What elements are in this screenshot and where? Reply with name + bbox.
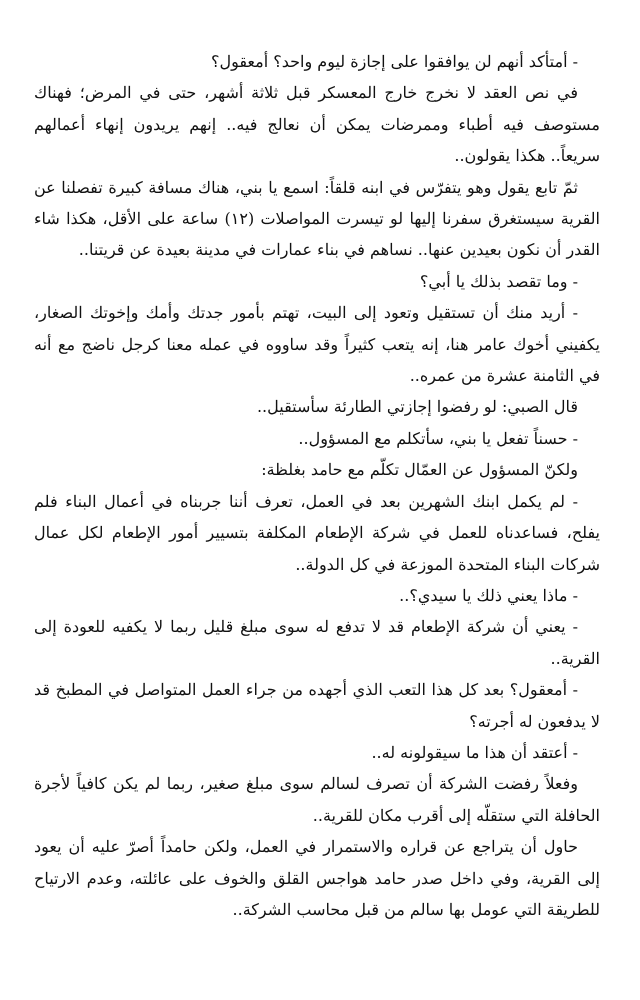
paragraph: - أمتأكد أنهم لن يوافقوا على إجازة ليوم واحد؟ أمعقول؟ [210, 52, 578, 71]
paragraph: - ماذا يعني ذلك يا سيدي؟.. [399, 585, 578, 605]
paragraph: ولكنّ المسؤول عن العمّال تكلّم مع حامد بغلظة: [261, 460, 578, 480]
paragraph: - أريد منك أن تستقيل وتعود إلى البيت، تهتم بأمور جدتك وأمك وإخوتك الصغار، يكفيني أخوك عامر هنا، إنه يتعب كثيراً وقد ساووه في عمله معنا كرجل ناضج مع أنه في الثامنة عشرة من عمره.. [34, 303, 600, 386]
paragraph: - أمعقول؟ بعد كل هذا التعب الذي أجهده من جراء العمل المتواصل في المطبخ قد لا يدفعون له أجرته؟ [34, 680, 600, 731]
paragraph: وفعلاً رفضت الشركة أن تصرف لسالم سوى مبلغ صغير، ربما لم يكن كافياً لأجرة الحافلة التي ستقلّه إلى أقرب مكان للقرية.. [34, 774, 600, 825]
paragraph: في نص العقد لا نخرج خارج المعسكر قبل ثلاثة أشهر، حتى في المرض؛ فهناك مستوصف فيه أطباء وممرضات يمكن أن نعالج فيه.. إنهم يريدون إنهاء أعمالهم سريعاً.. هكذا يقولون.. [34, 83, 600, 166]
paragraph: ثمّ تابع يقول وهو يتفرّس في ابنه قلقاً: اسمع يا بني، هناك مسافة كبيرة تفصلنا عن القرية سيستغرق سفرنا إليها لو تيسرت المواصلات (١٢) ساعة على الأقل، هكذا شاء القدر أن نكون بعيدين عنها.. نساهم في بناء عمارات في مدينة بعيدة عن قريتنا.. [34, 177, 600, 260]
paragraph: - حسناً تفعل يا بني، سأتكلم مع المسؤول.. [298, 428, 578, 448]
paragraph: قال الصبي: لو رفضوا إجازتي الطارئة سأستقيل.. [256, 397, 578, 417]
paragraph: - أعتقد أن هذا ما سيقولونه له.. [371, 742, 578, 762]
paragraph: - وما تقصد بذلك يا أبي؟ [419, 271, 578, 291]
paragraph: - يعني أن شركة الإطعام قد لا تدفع له سوى مبلغ قليل ربما لا يكفيه للعودة إلى القرية.. [34, 617, 600, 668]
paragraph: حاول أن يتراجع عن قراره والاستمرار في العمل، ولكن حامداً أصرّ عليه أن يعود إلى القرية، وفي داخل صدر حامد هواجس القلق والخوف على عائلته، وعدم الارتياح للطريقة التي عومل بها سالم من قبل محاسب الشركة.. [34, 837, 600, 919]
paragraph: - لم يكمل ابنك الشهرين بعد في العمل، تعرف أننا جربناه في أعمال البناء فلم يفلح، فساعدناه للعمل في شركة الإطعام المكلفة بتسيير أمور الإطعام لكل عمال شركات البناء المتحدة الموزعة في كل الدولة.. [34, 491, 600, 574]
